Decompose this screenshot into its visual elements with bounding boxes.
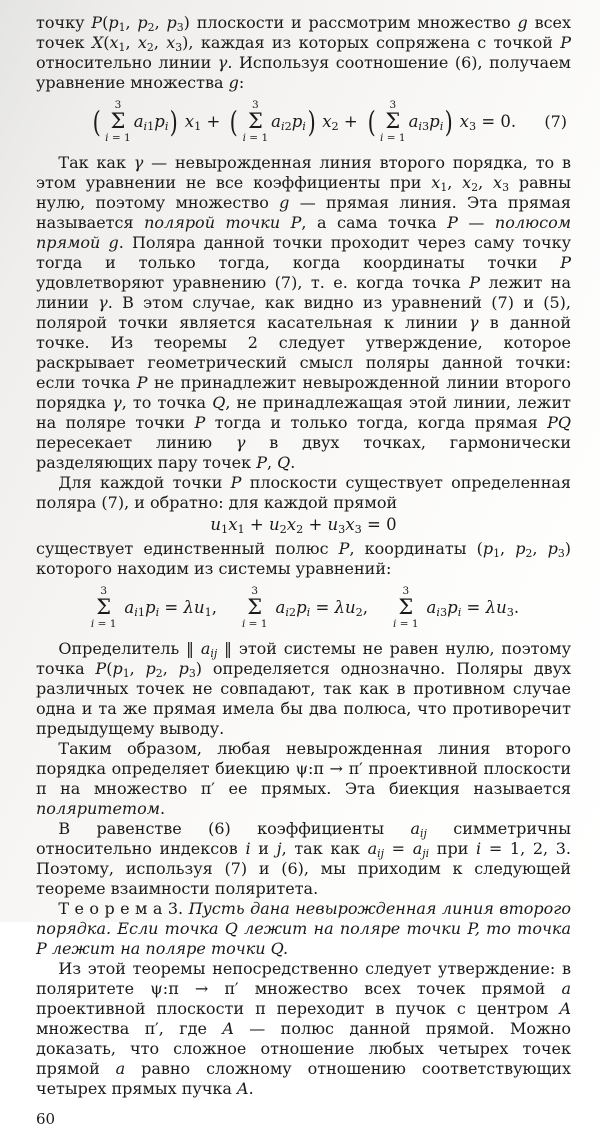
system-term-body: ai2pi = λu2, (275, 598, 369, 620)
open-paren: ( (92, 104, 101, 139)
sum-lower-limit: i = 1 (393, 618, 419, 631)
equation-system (36, 585, 571, 631)
equation-7-row (91, 99, 516, 145)
sum-body: ai3pi (408, 112, 444, 134)
sum-term-3 (366, 99, 516, 145)
paragraph-pole-coordinates: существует единственный полюс P, координаты (p1, p2, p3) которого находим из системы уравнений: (36, 539, 572, 579)
summation-sigma (242, 585, 268, 631)
term-tail: x2 + (322, 112, 358, 134)
sigma-symbol: Σ (96, 595, 112, 620)
sum-body: ai2pi (271, 112, 306, 134)
line-equation (36, 515, 571, 535)
close-paren: ) (444, 104, 454, 139)
paragraph-corollary: Из этой теоремы непосредственно следует утверждение: в поляритете ψ:π → π′ множество всех точек прямой a проективной плоскости π переходит в пучок с центром A множества π′, где A — полюс данной прямой. Можно доказать, что сложное отношение любых четырех точек прямой a равно сложному отношению соответствующих четырех прямых пучка A. (36, 959, 572, 1099)
sum-upper-limit: 3 (402, 585, 410, 598)
equation-system-row (88, 585, 519, 631)
sum-body: ai1pi (133, 112, 169, 134)
sigma-symbol: Σ (247, 109, 263, 134)
theorem-3: Т е о р е м а 3. Пусть дана невырожденная линия второго порядка. Если точка Q лежит на поляре точки P, то точка P лежит на поляре точки Q. (36, 899, 571, 959)
sigma-symbol: Σ (398, 595, 414, 620)
sum-lower-limit: i = 1 (241, 618, 268, 631)
sum-upper-limit: 3 (251, 585, 259, 598)
sigma-symbol: Σ (247, 595, 263, 620)
close-paren: ) (307, 104, 316, 139)
term-tail: x1 + (184, 112, 221, 134)
equation-number: (7) (544, 112, 567, 132)
system-term-2 (239, 585, 368, 631)
sum-lower-limit: i = 1 (242, 132, 269, 145)
sum-lower-limit: i = 1 (90, 618, 117, 631)
sum-upper-limit: 3 (389, 99, 397, 111)
paragraph-determinant: Определитель ‖ aij ‖ этой системы не равен нулю, поэтому точка P(p1, p2, p3) определяется однозначно. Поляры двух различных точек не совпадают, так как в противном случае одна и та же прямая имела бы два полюса, что противоречит предыдущему выводу. (36, 639, 572, 739)
close-paren: ) (170, 104, 179, 139)
paragraph-polar-definition: Так как γ — невырожденная линия второго порядка, то в этом уравнении не все коэффициенты при x1, x2, x3 равны нулю, поэтому множество g — прямая линия. Эта прямая называется полярой точки P, а сама точка P — полюсом прямой g. Поляра данной точки проходит через саму точку тогда и только тогда, когда координаты точки P удовлетворяют уравнению (7), т. е. когда точка P лежит на линии γ. В этом случае, как видно из уравнений (7) и (5), полярой точки является касательная к линии γ в данной точке. Из теоремы 2 следует утверждение, которое раскрывает геометрический смысл поляры данной точки: если точка P не принадлежит невырожденной линии второго порядка γ, то точка Q, не принадлежащая этой линии, лежит на поляре точки P тогда и только тогда, когда прямая PQ пересекает линию γ в двух точках, гармонически разделяющих пару точек P, Q. (36, 153, 572, 473)
system-term-1 (88, 585, 217, 631)
sum-lower-limit: i = 1 (105, 132, 131, 145)
paragraph-pole-existence: Для каждой точки P плоскости существует определенная поляра (7), и обратно: для каждой прямой (36, 473, 572, 513)
line-equation-body: u1x1 + u2x2 + u3x3 = 0 (210, 515, 397, 537)
sum-upper-limit: 3 (114, 99, 122, 111)
paragraph-coefficient-symmetry: В равенстве (6) коэффициенты aij симметричны относительно индексов i и j, так как aij = aji при i = 1, 2, 3. Поэтому, используя (7) и (6), мы приходим к следующей теореме взаимности поляритета. (36, 819, 572, 899)
sum-term-2 (228, 99, 357, 145)
summation-sigma (380, 99, 406, 145)
term-tail: x3 = 0. (459, 112, 517, 134)
sum-term-1 (91, 99, 220, 145)
summation-sigma (91, 585, 117, 631)
sigma-symbol: Σ (385, 109, 401, 134)
page-number: 60 (36, 1110, 56, 1129)
summation-sigma (105, 99, 131, 145)
open-paren: ( (367, 104, 376, 139)
sum-upper-limit: 3 (252, 99, 259, 111)
sum-upper-limit: 3 (100, 585, 107, 598)
paragraph-polarity-bijection: Таким образом, любая невырожденная линия второго порядка определяет биекцию ψ:π → π′ проективной плоскости π на множество π′ ее прямых. Эта биекция называется поляритетом. (36, 739, 571, 819)
paragraph-continuation: точку P(p1, p2, p3) плоскости и рассмотрим множество g всех точек X(x1, x2, x3), каждая из которых сопряжена с точкой P относительно линии γ. Используя соотношение (6), получаем уравнение множества g: (36, 13, 572, 92)
summation-sigma (243, 99, 269, 145)
summation-sigma (393, 585, 419, 631)
system-term-body: ai3pi = λu3. (426, 598, 520, 620)
sigma-symbol: Σ (110, 109, 126, 134)
equation-7 (36, 99, 571, 145)
system-term-body: ai1pi = λu1, (124, 598, 217, 620)
open-paren: ( (229, 104, 239, 139)
system-term-3 (390, 585, 519, 631)
sum-lower-limit: i = 1 (380, 132, 406, 145)
